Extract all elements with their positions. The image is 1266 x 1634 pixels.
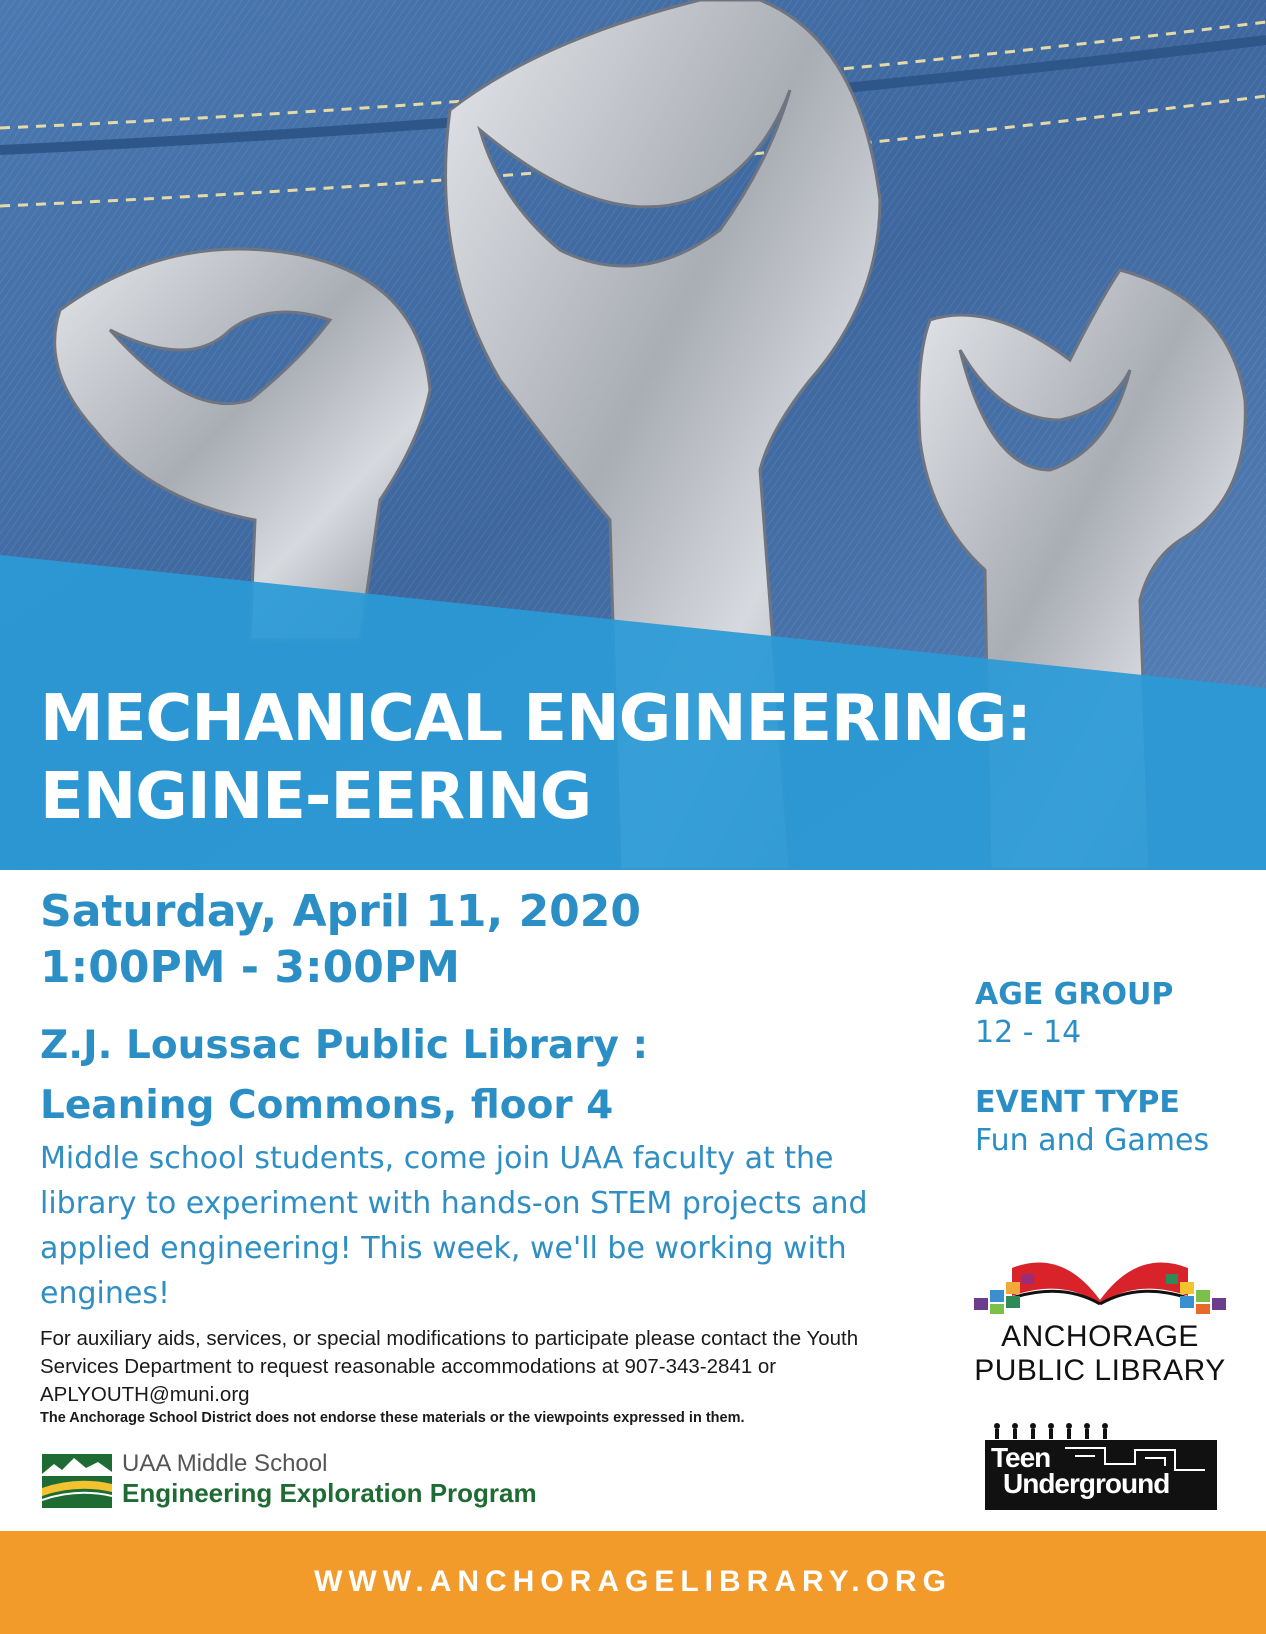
- event-type-label: EVENT TYPE: [975, 1085, 1180, 1120]
- age-group-label: AGE GROUP: [975, 977, 1174, 1012]
- event-datetime: [40, 884, 641, 996]
- uaa-logo-line-1: UAA Middle School: [122, 1450, 328, 1477]
- open-book-logo-icon: [972, 1238, 1228, 1320]
- accommodations-notice: For auxiliary aids, services, or special modifications to participate please contact the Youth Services Department to request reasonable accommodations at 907-343-2841 or APLYOUTH@muni.org: [40, 1327, 859, 1406]
- anchorage-public-library-logo: [972, 1238, 1228, 1388]
- age-group-value: 12 - 14: [975, 1015, 1082, 1050]
- uaa-logo-line-2: Engineering Exploration Program: [122, 1478, 537, 1508]
- event-type: [975, 1084, 1255, 1160]
- event-description: Middle school students, come join UAA faculty at the library to experiment with hands-on STEM projects and applied engineering! This week, we'll be working with engines!: [40, 1141, 868, 1311]
- venue-line-2: Leaning Commons, floor 4: [40, 1083, 614, 1128]
- apl-logo-text: [972, 1320, 1228, 1388]
- apl-logo-line-2: PUBLIC LIBRARY: [974, 1354, 1226, 1387]
- event-type-value: Fun and Games: [975, 1123, 1210, 1158]
- footer-bar: [0, 1531, 1266, 1634]
- disclaimer: The Anchorage School District does not endorse these materials or the viewpoints expressed in them.: [40, 1410, 745, 1426]
- teen-logo-line-2: Underground: [1003, 1468, 1170, 1499]
- apl-logo-line-1: ANCHORAGE: [1001, 1320, 1199, 1353]
- teen-underground-logo: [985, 1422, 1217, 1518]
- event-time: 1:00PM - 3:00PM: [40, 942, 460, 993]
- uaa-landscape-logo-icon: [42, 1454, 112, 1508]
- title-line-2: ENGINE-EERING: [40, 760, 592, 834]
- uaa-logo: [42, 1450, 602, 1512]
- venue-line-1: Z.J. Loussac Public Library :: [40, 1023, 649, 1068]
- library-website-link[interactable]: WWW.ANCHORAGELIBRARY.ORG: [314, 1565, 952, 1598]
- event-venue: [40, 1016, 648, 1136]
- event-title: [40, 680, 1031, 836]
- title-line-1: MECHANICAL ENGINEERING:: [40, 682, 1031, 756]
- event-date: Saturday, April 11, 2020: [40, 886, 642, 937]
- teen-underground-logo-icon: [985, 1422, 1217, 1442]
- teen-logo-line-1: Teen: [991, 1442, 1051, 1473]
- age-group: [975, 976, 1255, 1052]
